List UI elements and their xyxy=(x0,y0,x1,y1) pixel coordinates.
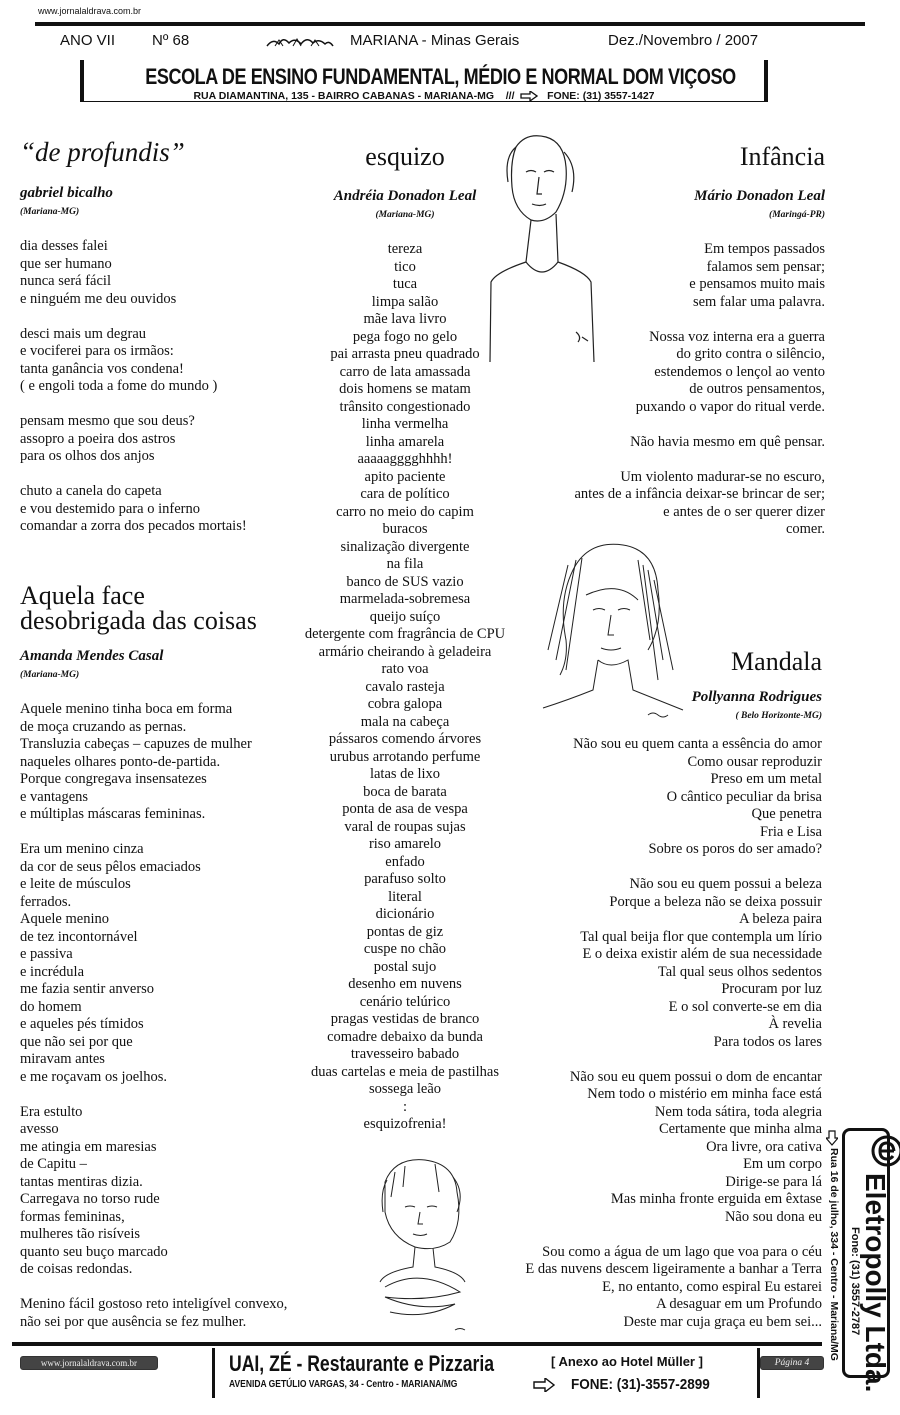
poem-line: Tal qual beija flor que contempla um lírio xyxy=(580,928,822,945)
poem-line: tereza xyxy=(387,241,423,257)
author-face: Amanda Mendes Casal xyxy=(20,648,164,664)
poem-line: Não havia mesmo em quê pensar. xyxy=(630,433,825,450)
poem-line: pragas vestidas de branco xyxy=(330,1011,480,1027)
origin-profundis: (Mariana-MG) xyxy=(20,207,80,217)
poem-line: dicionário xyxy=(375,906,435,922)
poem-line: Em um corpo xyxy=(743,1156,822,1172)
poem-line: varal de roupas sujas xyxy=(344,818,466,835)
poem-line: Mas minha fronte erguida em êxtase xyxy=(610,1191,822,1207)
poem-line: não sei por que ausência se fez mulher. xyxy=(20,1313,247,1330)
poem-line: sossega leão xyxy=(368,1081,442,1097)
poem-line: travesseiro babado xyxy=(350,1046,460,1062)
poem-line: limpa salão xyxy=(371,293,439,310)
poem-line: cobra galopa xyxy=(367,696,443,712)
birds-logo-icon xyxy=(265,34,335,48)
author-esquizo: Andréia Donadon Leal xyxy=(333,188,477,204)
arrow-right-icon xyxy=(533,1378,555,1392)
poem-line: pensam mesmo que sou deus? xyxy=(20,413,195,429)
poem-line: antes de a infância deixar-se brincar de ser; xyxy=(574,486,825,502)
eletropolly-address: Rua 16 de julho, 334 - Centro - Mariana/MG xyxy=(828,1148,840,1361)
stanza xyxy=(20,413,290,466)
poem-line: e leite de músculos xyxy=(20,876,131,892)
poem-line: literal xyxy=(388,888,422,905)
poem-line: que não sei por que xyxy=(20,1033,133,1050)
origin-face: (Mariana-MG) xyxy=(20,670,80,680)
poem-line: carro no meio do capim xyxy=(336,503,474,520)
poem-line: carro de lata amassada xyxy=(339,363,471,380)
poem-line: Não sou eu quem canta a essência do amor xyxy=(573,736,822,752)
poem-line: e múltiplas máscaras femininas. xyxy=(20,806,206,822)
school-address: RUA DIAMANTINA, 135 - BAIRRO CABANAS - MARIANA-MG xyxy=(193,90,495,102)
poem-line: sem falar uma palavra. xyxy=(692,293,825,310)
eletropolly-name: Eletropolly Ltda. xyxy=(860,1173,891,1393)
origin-mandala: ( Belo Horizonte-MG) xyxy=(735,711,822,721)
poem-line: que ser humano xyxy=(20,255,112,272)
poem-line: trânsito congestionado xyxy=(339,398,471,415)
poem-line: pássaros comendo árvores xyxy=(328,731,482,747)
poem-line: tuca xyxy=(392,276,418,292)
poem-line: ponta de asa de vespa xyxy=(342,801,468,817)
poem-line: dia desses falei xyxy=(20,238,108,254)
poem-line: Ora livre, ora cativa xyxy=(706,1138,822,1155)
poem-line: Aquele menino xyxy=(20,911,109,927)
eletropolly-ad-box xyxy=(842,1128,891,1393)
poem-line: e passiva xyxy=(20,946,73,962)
poem-line: comadre debaixo da bunda xyxy=(327,1028,483,1045)
poem-line: pega fogo no gelo xyxy=(352,328,458,345)
school-address-line xyxy=(84,90,764,102)
stanza xyxy=(470,1244,822,1332)
poem-line: e vociferei para os irmãos: xyxy=(20,343,174,359)
poem-line: Um violento madurar-se no escuro, xyxy=(620,468,825,485)
woman-face-sketch-illustration xyxy=(538,540,688,725)
poem-line: Aquele menino tinha boca em forma xyxy=(20,701,233,717)
poem-line: de moça cruzando as pernas. xyxy=(20,718,187,735)
poem-line: linha vermelha xyxy=(361,416,449,432)
poem-line: Carregava no torso rude xyxy=(20,1191,160,1207)
child-sketch-illustration xyxy=(365,1152,480,1342)
poem-line: e pensamos muito mais xyxy=(689,276,825,292)
poem-line: Que penetra xyxy=(751,806,822,822)
restaurant-phone: FONE: (31)-3557-2899 xyxy=(571,1376,710,1393)
author-infancia: Mário Donadon Leal xyxy=(694,188,825,204)
stanza xyxy=(470,876,822,1051)
poem-line: cavalo rasteja xyxy=(365,678,445,695)
poem-line: tico xyxy=(394,258,416,275)
poem-line: da cor de seus pêlos emaciados xyxy=(20,858,201,875)
poem-title-face xyxy=(20,583,290,633)
masthead-city: MARIANA - Minas Gerais xyxy=(350,32,520,49)
eletropolly-ad xyxy=(824,1128,892,1393)
poem-line: : xyxy=(402,1098,408,1115)
poem-title-profundis: “de profundis” xyxy=(20,137,185,167)
poem-line: e incrédula xyxy=(20,963,85,980)
left-column xyxy=(20,138,290,1349)
poem-line: queijo suíço xyxy=(369,608,441,625)
poem-line: E das nuvens descem ligeiramente a banhar a Terra xyxy=(525,1261,822,1277)
poem-line: E, no entanto, como espiral Eu estarei xyxy=(602,1278,822,1295)
stanza xyxy=(470,1069,822,1227)
stanza xyxy=(20,326,290,396)
poem-line: Certamente que minha alma xyxy=(658,1121,822,1137)
poem-body-mandala xyxy=(470,736,822,1331)
poem-line: parafuso solto xyxy=(364,871,446,887)
arrow-right-icon xyxy=(520,91,538,101)
poem-line: Menino fácil gostoso reto inteligível convexo, xyxy=(20,1296,288,1312)
poem-line: Não sou eu quem possui o dom de encantar xyxy=(569,1068,822,1085)
poem-line: desci mais um degrau xyxy=(20,325,147,342)
masthead-issue: Nº 68 xyxy=(152,32,190,49)
restaurant-address: AVENIDA GETÚLIO VARGAS, 34 - Centro - MARIANA/MG xyxy=(229,1379,458,1390)
poem-line: linha amarela xyxy=(365,433,445,450)
poem-line: mala na cabeça xyxy=(360,713,450,730)
restaurant-name: UAI, ZÉ - Restaurante e Pizzaria xyxy=(229,1351,495,1376)
poem-line: cenário telúrico xyxy=(359,993,451,1010)
e-circle-logo-icon xyxy=(869,1133,900,1169)
poem-body-face xyxy=(20,701,290,1331)
poem-line: Era estulto xyxy=(20,1103,83,1120)
poem-line: comer. xyxy=(785,521,825,537)
restaurant-annex: [ Anexo ao Hotel Müller ] xyxy=(551,1354,703,1369)
poem-line: A beleza paira xyxy=(739,911,822,927)
poem-line: Nossa voz interna era a guerra xyxy=(649,328,825,345)
poem-line: Nem todo o mistério em minha face está xyxy=(587,1086,822,1102)
poem-line: Para todos os lares xyxy=(713,1033,822,1050)
poem-line: e aqueles pés tímidos xyxy=(20,1016,144,1032)
school-separator: /// xyxy=(505,90,515,102)
poem-line: enfado xyxy=(385,853,425,870)
author-mandala: Pollyanna Rodrigues xyxy=(691,689,822,705)
stanza xyxy=(20,238,290,308)
poem-line: falamos sem pensar; xyxy=(706,258,825,275)
poem-line: e vantagens xyxy=(20,788,89,805)
poem-line: pontas de giz xyxy=(366,923,444,940)
poem-line: comandar a zorra dos pecados mortais! xyxy=(20,518,247,534)
masthead-date: Dez./Novembro / 2007 xyxy=(608,32,759,49)
poem-line: A desaguar em um Profundo xyxy=(656,1296,822,1312)
poem-line: riso amarelo xyxy=(368,836,442,852)
poem-line: e antes de o ser querer dizer xyxy=(663,503,825,520)
poem-line: na fila xyxy=(386,556,424,572)
poem-line: aaaaagggghhhh! xyxy=(357,451,453,467)
poem-line: e vou destemido para o inferno xyxy=(20,500,200,517)
poem-line: Era um menino cinza xyxy=(20,841,144,857)
poem-line: ferrados. xyxy=(20,893,72,910)
site-url: www.jornalaldrava.com.br xyxy=(38,6,142,16)
poem-line: apito paciente xyxy=(364,468,446,485)
poem-line: Nem toda sátira, toda alegria xyxy=(654,1103,822,1120)
poem-line: de tez incontornável xyxy=(20,928,138,945)
poem-line: miravam antes xyxy=(20,1051,105,1067)
poem-body-profundis xyxy=(20,238,290,536)
poem-line: Porque congregava insensatezes xyxy=(20,771,207,787)
poem-line: chuto a canela do capeta xyxy=(20,483,162,499)
poem-line: O cântico peculiar da brisa xyxy=(666,788,822,805)
poem-line: Deste mar cuja graça eu bem sei... xyxy=(623,1313,822,1330)
bottom-rule xyxy=(12,1342,822,1346)
poem-line: e ninguém me deu ouvidos xyxy=(20,290,177,307)
poem-line: urubus arrotando perfume xyxy=(329,748,481,765)
poem-line: duas cartelas e meia de pastilhas xyxy=(310,1063,500,1080)
poem-line: para os olhos dos anjos xyxy=(20,448,155,464)
poem-line: dois homens se matam xyxy=(339,381,471,397)
poem-line: naqueles olhares ponto-de-partida. xyxy=(20,753,221,770)
poem-line: e me roçavam os joelhos. xyxy=(20,1068,167,1085)
eletropolly-phone: Fone: (31) 3557-2787 xyxy=(849,1227,861,1336)
poem-line: Procuram por luz xyxy=(721,981,822,997)
poem-line: latas de lixo xyxy=(369,766,441,782)
masthead xyxy=(60,32,805,54)
poem-line: detergente com fragrância de CPU xyxy=(304,626,506,642)
poem-line: Não sou dona eu xyxy=(724,1208,822,1225)
poem-line: me fazia sentir anverso xyxy=(20,981,155,997)
poem-line: me atingia em maresias xyxy=(20,1138,157,1155)
poem-line: avesso xyxy=(20,1121,59,1137)
poem-line: tantas mentiras dizia. xyxy=(20,1173,143,1190)
poem-line: Tal qual seus olhos sedentos xyxy=(657,963,822,980)
poem-line: buracos xyxy=(382,521,428,537)
poem-line: banco de SUS vazio xyxy=(346,573,464,590)
poem-line: do grito contra o silêncio, xyxy=(676,346,825,362)
poem-line: E o deixa existir além de sua necessidade xyxy=(582,946,822,962)
poem-line: Fria e Lisa xyxy=(759,823,822,840)
poem-line: de outros pensamentos, xyxy=(689,381,825,397)
poem-line: mulheres tão risíveis xyxy=(20,1226,141,1242)
poem-line: quanto seu buço marcado xyxy=(20,1243,168,1260)
stanza xyxy=(470,736,822,859)
poem-line: Porque a beleza não se deixa possuir xyxy=(609,893,822,910)
restaurant-ad-box xyxy=(212,1348,760,1398)
poem-line: Não sou eu quem possui a beleza xyxy=(629,876,822,892)
school-ad xyxy=(80,60,768,102)
arrow-down-icon xyxy=(826,1130,838,1146)
poem-line: assopro a poeira dos astros xyxy=(20,430,176,447)
poem-line: de Capitu – xyxy=(20,1156,87,1172)
poem-title-mandala: Mandala xyxy=(731,647,822,676)
poem-line: Preso em um metal xyxy=(710,771,822,787)
poem-line: mãe lava livro xyxy=(363,311,447,327)
footer-ad xyxy=(12,1348,822,1398)
poem-line: E o sol converte-se em dia xyxy=(668,998,822,1015)
mandala-section xyxy=(470,648,822,1349)
poem-line: marmelada-sobremesa xyxy=(339,591,471,607)
poem-line: Transluzia cabeças – capuzes de mulher xyxy=(20,736,252,752)
origin-infancia: (Maringá-PR) xyxy=(769,210,825,220)
poem-line: do homem xyxy=(20,998,82,1015)
poem-line: postal sujo xyxy=(373,958,437,975)
poem-line: ( e engoli toda a fome do mundo ) xyxy=(20,378,218,394)
poem-line: Sobre os poros do ser amado? xyxy=(648,841,822,857)
poem-line: Como ousar reproduzir xyxy=(687,753,822,770)
poem-line: sinalização divergente xyxy=(340,538,470,555)
school-phone: FONE: (31) 3557-1427 xyxy=(547,90,655,102)
poem-line: Sou como a água de um lago que voa para o céu xyxy=(542,1243,822,1260)
poem-line: rato voa xyxy=(381,661,429,677)
poem-line: pai arrasta pneu quadrado xyxy=(330,346,480,362)
poem-line: tanta ganância vos condena! xyxy=(20,360,184,377)
origin-esquizo: (Mariana-MG) xyxy=(375,210,435,220)
title-line: desobrigada das coisas xyxy=(20,606,257,635)
poem-line: puxando o vapor do ritual verde. xyxy=(635,398,825,415)
poem-line: Em tempos passados xyxy=(704,241,825,257)
torso-sketch-illustration xyxy=(486,132,601,372)
poem-title-infancia: Infância xyxy=(739,142,825,171)
poem-line: estendemos o lençol ao vento xyxy=(654,363,825,380)
stanza xyxy=(20,483,290,536)
poem-line: boca de barata xyxy=(363,783,447,800)
title-line: Aquela face xyxy=(20,581,145,610)
poem-line: armário cheirando à geladeira xyxy=(318,643,492,660)
page-number: Página 4 xyxy=(760,1356,824,1370)
stanza xyxy=(20,1296,290,1331)
stanza xyxy=(520,434,825,452)
footer-site-url: www.jornalaldrava.com.br xyxy=(20,1356,158,1370)
poem-line: esquizofrenia! xyxy=(363,1116,447,1132)
poem-line: desenho em nuvens xyxy=(348,976,462,992)
stanza xyxy=(20,1104,290,1279)
poem-line: nunca será fácil xyxy=(20,273,111,289)
poem-line: Dirige-se para lá xyxy=(725,1173,822,1190)
top-rule xyxy=(35,22,865,26)
poem-line: formas femininas, xyxy=(20,1208,125,1225)
author-profundis: gabriel bicalho xyxy=(20,185,113,201)
masthead-year: ANO VII xyxy=(60,32,116,49)
stanza xyxy=(20,701,290,824)
poem-title-esquizo: esquizo xyxy=(365,142,445,171)
school-name: ESCOLA DE ENSINO FUNDAMENTAL, MÉDIO E NORMAL DOM VIÇOSO xyxy=(145,64,736,89)
poem-line: cara de político xyxy=(360,486,450,502)
poem-line: cuspe no chão xyxy=(363,941,447,957)
stanza xyxy=(520,469,825,539)
poem-line: À revelia xyxy=(768,1016,822,1032)
stanza xyxy=(20,841,290,1086)
poem-line: de coisas redondas. xyxy=(20,1261,133,1277)
